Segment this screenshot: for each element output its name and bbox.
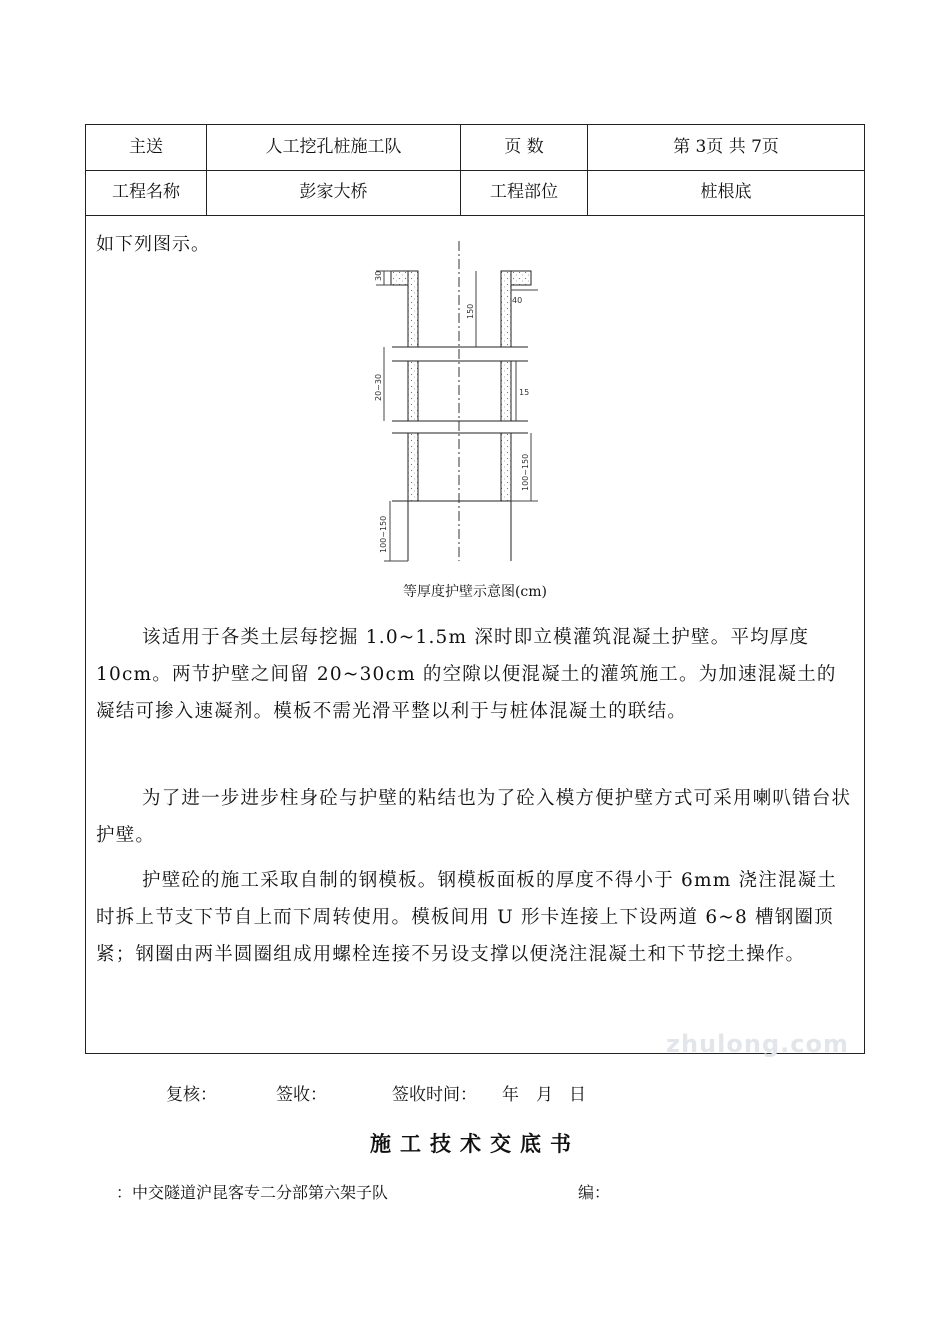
wall-segment-2-right [501,361,511,421]
review-label: 复核： [166,1085,217,1105]
compile-label: 编： [578,1183,611,1202]
next-page-title: 施工技术交底书 [370,1131,580,1156]
project-part-value: 桩根底 [700,182,752,202]
recipient-label: 主送 [86,125,207,170]
disclosure-table [85,124,865,1058]
wall-segment-1-right [501,271,511,347]
page-count-value: 第 3页 共 7页 [673,137,779,157]
paragraph-3-text: 护壁砼的施工采取自制的钢模板。钢模板面板的厚度不得小于 6mm 浇注混凝土时拆上节支下节自上而下周转使用。模板间用 U 形卡连接上下设两道 6~8 槽钢圈顶紧；钢圈由两半圆圈组成用螺栓连接不另设支撑以便浇注混凝土和下节挖土操作。 [96,870,838,965]
dim-wall: 15 [519,388,530,397]
diagram-caption: 等厚度护壁示意图(cm) [402,584,548,600]
dim-bottom: 100~150 [379,515,388,553]
page-count-label: 页 数 [461,125,588,170]
dim-top-section: 150 [466,303,475,319]
paragraph-1 [96,619,856,730]
dim-section: 100~150 [521,453,530,491]
table-row-project [86,170,864,216]
day-label: 日 [569,1085,586,1105]
receive-label: 签收： [276,1085,327,1105]
project-part-label: 工程部位 [461,170,588,215]
paragraph-3 [96,862,856,973]
project-name-label: 工程名称 [86,170,207,215]
paragraph-1-text: 该适用于各类土层每挖掘 1.0~1.5m 深时即立模灌筑混凝土护壁。平均厚度 10cm。两节护壁之间留 20~30cm 的空隙以便混凝土的灌筑施工。为加速混凝土的凝结可掺入速凝剂。模板不需光滑平整以利于与桩体混凝土的联结。 [96,627,837,722]
year-label: 年 [502,1085,519,1105]
recipient-value: 人工挖孔桩施工队 [207,125,461,170]
wall-segment-3-left [408,433,418,501]
month-label: 月 [536,1085,553,1105]
paragraph-2 [96,780,856,854]
signature-row [0,1080,950,1104]
watermark: zhulong.com [666,1030,849,1058]
wall-segment-1-left [408,271,418,347]
retaining-wall-diagram [356,241,616,571]
unit-label: ：中交隧道沪昆客专二分部第六架子队 [116,1183,389,1202]
paragraph-2-text: 为了进一步进步柱身砼与护壁的粘结也为了砼入模方便护壁方式可采用喇叭错台状护壁。 [96,788,852,846]
wall-segment-3-right [501,433,511,501]
table-row-header [86,125,864,171]
dim-lip-width: 40 [512,296,523,305]
dim-top-thickness: 30 [374,270,383,281]
project-name-value: 彭家大桥 [207,170,461,215]
receive-time-label: 签收时间： [392,1085,477,1105]
wall-segment-2-left [408,361,418,421]
dim-gap: 20~30 [374,373,383,401]
intro-text: 如下列图示。 [96,234,210,255]
